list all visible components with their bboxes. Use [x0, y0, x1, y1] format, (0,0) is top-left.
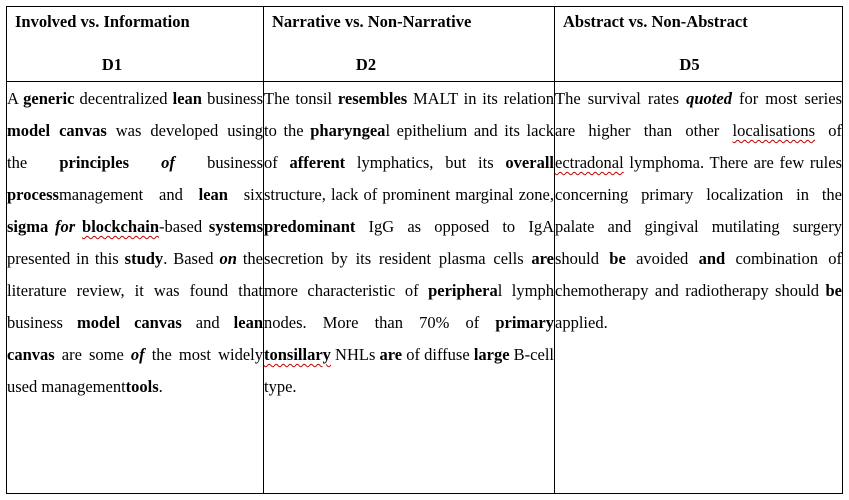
- text-run: of diffuse: [402, 345, 474, 364]
- header-cell-d1: [7, 7, 264, 82]
- text-run: systems: [208, 217, 263, 236]
- text-run: generic: [23, 89, 75, 108]
- text-run: of: [130, 345, 145, 364]
- text-run: presented in this: [7, 249, 125, 268]
- text-run: management and: [58, 185, 199, 204]
- text-run: principles: [59, 153, 130, 172]
- text-run: tools: [125, 377, 159, 396]
- text-run: are: [379, 345, 403, 364]
- text-run: the literature review, it was found that business: [7, 249, 263, 332]
- text-run: and: [181, 313, 234, 332]
- text-run: [129, 153, 161, 172]
- text-run: resembles: [337, 89, 408, 108]
- header-code: D5: [679, 55, 700, 74]
- text-run: A: [7, 89, 24, 108]
- text-run: of: [161, 153, 175, 172]
- header-title: Narrative vs. Non-Narrative: [272, 12, 472, 31]
- body-cell-d2: [264, 82, 555, 494]
- cell-paragraph: [555, 82, 842, 339]
- body-cell-d5: [555, 82, 843, 494]
- text-run: .: [158, 377, 163, 396]
- text-run: IgG as opposed to IgA secretion by its resident plasma cells: [264, 217, 554, 268]
- body-row: [7, 82, 843, 494]
- text-run: more characteristic of: [264, 281, 429, 300]
- text-run: pharyngea: [310, 121, 386, 140]
- text-run: l lymph nodes. More than 70% of: [264, 281, 554, 332]
- text-run: for most series are higher than other: [555, 89, 842, 140]
- text-run: avoided: [625, 249, 699, 268]
- header-cell-d5: [555, 7, 843, 82]
- spellcheck-word: ectradonal: [555, 153, 624, 172]
- text-run: be: [825, 281, 842, 300]
- text-run: six: [227, 185, 263, 204]
- spellcheck-word: tonsillary: [264, 345, 331, 364]
- comparison-table: [6, 6, 843, 494]
- text-run: of: [815, 121, 842, 140]
- header-code: D1: [101, 55, 123, 74]
- text-run: -based: [159, 217, 209, 236]
- text-run: decentralized: [74, 89, 173, 108]
- text-run: model canvas: [76, 313, 182, 332]
- header-title: Involved vs. Information: [15, 12, 190, 31]
- header-cell-d2: [264, 7, 555, 82]
- text-run: lean: [198, 185, 228, 204]
- text-run: overall: [505, 153, 554, 172]
- text-run: primary: [495, 313, 554, 332]
- text-run: lymphoma. There are few rules concerning primary localization in the palate and gingival mutilating surgery should: [555, 153, 842, 268]
- text-run: sigma: [7, 217, 49, 236]
- spellcheck-word: blockchain: [82, 217, 160, 236]
- text-run: are some: [54, 345, 131, 364]
- text-run: large: [473, 345, 510, 364]
- text-run: . Based: [163, 249, 220, 268]
- header-code: D2: [355, 55, 377, 74]
- text-run: business: [201, 89, 263, 108]
- text-run: structure, lack of prominent marginal zone,: [264, 185, 554, 204]
- text-run: periphera: [428, 281, 498, 300]
- text-run: [75, 217, 82, 236]
- text-run: applied.: [555, 313, 608, 332]
- text-run: l epithelium and its lack of: [264, 121, 554, 172]
- text-run: combination of chemotherapy and radiotherapy should: [555, 249, 842, 300]
- text-run: for: [55, 217, 76, 236]
- text-run: lymphatics, but its: [345, 153, 506, 172]
- text-run: be: [609, 249, 626, 268]
- cell-paragraph: [264, 82, 554, 403]
- text-run: business: [174, 153, 263, 172]
- text-run: afferent: [289, 153, 346, 172]
- text-run: quoted: [686, 89, 732, 108]
- body-cell-d1: [7, 82, 264, 494]
- text-run: and: [698, 249, 726, 268]
- text-run: process: [7, 185, 59, 204]
- text-run: NHLs: [330, 345, 380, 364]
- header-row: [7, 7, 843, 82]
- text-run: predominant: [264, 217, 356, 236]
- text-run: The tonsil: [264, 89, 338, 108]
- spellcheck-word: localisations: [732, 121, 816, 140]
- text-run: lean canvas: [7, 313, 264, 364]
- text-run: the most widely used management: [7, 345, 263, 396]
- text-run: lean: [172, 89, 202, 108]
- cell-paragraph: [7, 82, 263, 403]
- text-run: The survival rates: [555, 89, 687, 108]
- text-run: MALT in its relation to the: [264, 89, 555, 140]
- header-title: Abstract vs. Non-Abstract: [563, 12, 748, 31]
- text-run: on: [219, 249, 237, 268]
- text-run: model canvas: [7, 121, 107, 140]
- text-run: are: [531, 249, 554, 268]
- text-run: was developed using the: [7, 121, 263, 172]
- text-run: study: [124, 249, 164, 268]
- text-run: B-cell type.: [264, 345, 554, 396]
